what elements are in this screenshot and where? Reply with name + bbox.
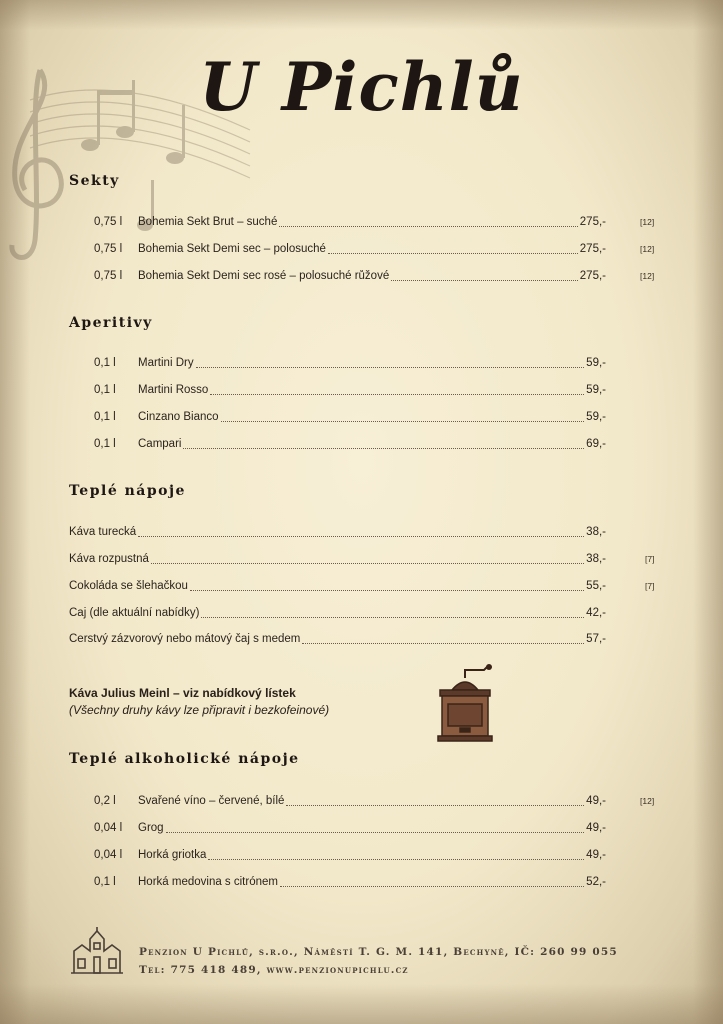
item-name: Svařené víno – červené, bílé bbox=[138, 795, 285, 807]
coffee-note-title: Káva Julius Meinl – viz nabídkový lístek bbox=[69, 686, 296, 700]
allergen-code: [12] bbox=[640, 217, 655, 227]
allergen-code: [7] bbox=[645, 581, 655, 591]
volume: 0,04 l bbox=[94, 849, 123, 861]
menu-row bbox=[0, 270, 723, 286]
section-title-teple-alkoholicke: Teplé alkoholické nápoje bbox=[69, 751, 300, 767]
item-price: 57,- bbox=[586, 633, 606, 645]
page-title: U Pichlů bbox=[199, 48, 524, 126]
volume: 0,1 l bbox=[94, 876, 116, 888]
allergen-code: [12] bbox=[640, 271, 655, 281]
item-price: 59,- bbox=[586, 357, 606, 369]
dot-leader bbox=[190, 580, 584, 591]
dot-leader bbox=[280, 876, 584, 887]
item-price: 52,- bbox=[586, 876, 606, 888]
volume: 0,75 l bbox=[94, 216, 123, 228]
menu-row bbox=[0, 526, 723, 542]
allergen-code: [12] bbox=[640, 244, 655, 254]
volume: 0,04 l bbox=[94, 822, 123, 834]
item-price: 38,- bbox=[586, 526, 606, 538]
item-name: Cinzano Bianco bbox=[138, 411, 219, 423]
menu-row bbox=[0, 384, 723, 400]
volume: 0,75 l bbox=[94, 243, 123, 255]
dot-leader bbox=[208, 849, 584, 860]
dot-leader bbox=[201, 607, 584, 618]
dot-leader bbox=[279, 216, 577, 227]
menu-row bbox=[0, 580, 723, 596]
item-name: Káva rozpustná bbox=[69, 553, 149, 565]
allergen-code: [7] bbox=[645, 554, 655, 564]
volume: 0,75 l bbox=[94, 270, 123, 282]
item-name: Káva turecká bbox=[69, 526, 137, 538]
item-name: Martini Rosso bbox=[138, 384, 209, 396]
dot-leader bbox=[138, 526, 584, 537]
dot-leader bbox=[210, 384, 584, 395]
item-name: Horká medovina s citrónem bbox=[138, 876, 278, 888]
volume: 0,1 l bbox=[94, 357, 116, 369]
menu-row bbox=[0, 553, 723, 569]
item-name: Campari bbox=[138, 438, 182, 450]
menu-row bbox=[0, 243, 723, 259]
coffee-grinder-icon bbox=[432, 664, 498, 744]
item-name: Horká griotka bbox=[138, 849, 207, 861]
menu-row bbox=[0, 795, 723, 811]
dot-leader bbox=[183, 438, 584, 449]
item-name: Čerstvý zázvorový nebo mátový čaj s medem bbox=[69, 633, 301, 645]
section-title-aperitivy: Aperitivy bbox=[69, 315, 153, 331]
volume: 0,2 l bbox=[94, 795, 116, 807]
item-price: 49,- bbox=[586, 795, 606, 807]
item-price: 55,- bbox=[586, 580, 606, 592]
dot-leader bbox=[328, 243, 578, 254]
house-logo-icon bbox=[68, 925, 126, 977]
coffee-note-subtitle: (Všechny druhy kávy lze připravit i bezkofeinové) bbox=[69, 703, 330, 717]
item-name: Čokoláda se šlehačkou bbox=[69, 580, 188, 592]
dot-leader bbox=[166, 822, 585, 833]
item-price: 59,- bbox=[586, 411, 606, 423]
item-price: 69,- bbox=[586, 438, 606, 450]
dot-leader bbox=[302, 633, 584, 644]
dot-leader bbox=[151, 553, 584, 564]
volume: 0,1 l bbox=[94, 438, 116, 450]
item-price: 59,- bbox=[586, 384, 606, 396]
section-title-teple-napoje: Teplé nápoje bbox=[69, 483, 186, 499]
dot-leader bbox=[221, 411, 585, 422]
menu-row bbox=[0, 822, 723, 838]
item-name: Bohemia Sekt Demi sec rosé – polosuché růžové bbox=[138, 270, 390, 282]
item-price: 49,- bbox=[586, 822, 606, 834]
volume: 0,1 l bbox=[94, 384, 116, 396]
item-name: Bohemia Sekt Demi sec – polosuché bbox=[138, 243, 326, 255]
menu-row bbox=[0, 438, 723, 454]
menu-row bbox=[0, 633, 723, 649]
footer-contact: Tel: 775 418 489, www.penzionupichlu.cz bbox=[139, 964, 409, 976]
dot-leader bbox=[391, 270, 578, 281]
menu-row bbox=[0, 876, 723, 892]
coffee-note bbox=[69, 686, 329, 717]
item-price: 275,- bbox=[579, 270, 606, 282]
menu-row bbox=[0, 849, 723, 865]
item-price: 275,- bbox=[579, 216, 606, 228]
dot-leader bbox=[286, 795, 584, 806]
menu-row bbox=[0, 607, 723, 623]
item-name: Čaj (dle aktuální nabídky) bbox=[69, 607, 200, 619]
item-price: 38,- bbox=[586, 553, 606, 565]
item-price: 42,- bbox=[586, 607, 606, 619]
section-title-sekty: Sekty bbox=[69, 173, 120, 189]
dot-leader bbox=[196, 357, 585, 368]
item-name: Bohemia Sekt Brut – suché bbox=[138, 216, 278, 228]
footer-address: Penzion U Pichlů, s.r.o., Náměstí T. G. M. 141, Bechyně, IČ: 260 99 055 bbox=[139, 946, 618, 958]
menu-row bbox=[0, 357, 723, 373]
item-name: Martini Dry bbox=[138, 357, 194, 369]
item-price: 49,- bbox=[586, 849, 606, 861]
item-name: Grog bbox=[138, 822, 164, 834]
volume: 0,1 l bbox=[94, 411, 116, 423]
menu-row bbox=[0, 216, 723, 232]
allergen-code: [12] bbox=[640, 796, 655, 806]
menu-row bbox=[0, 411, 723, 427]
item-price: 275,- bbox=[579, 243, 606, 255]
